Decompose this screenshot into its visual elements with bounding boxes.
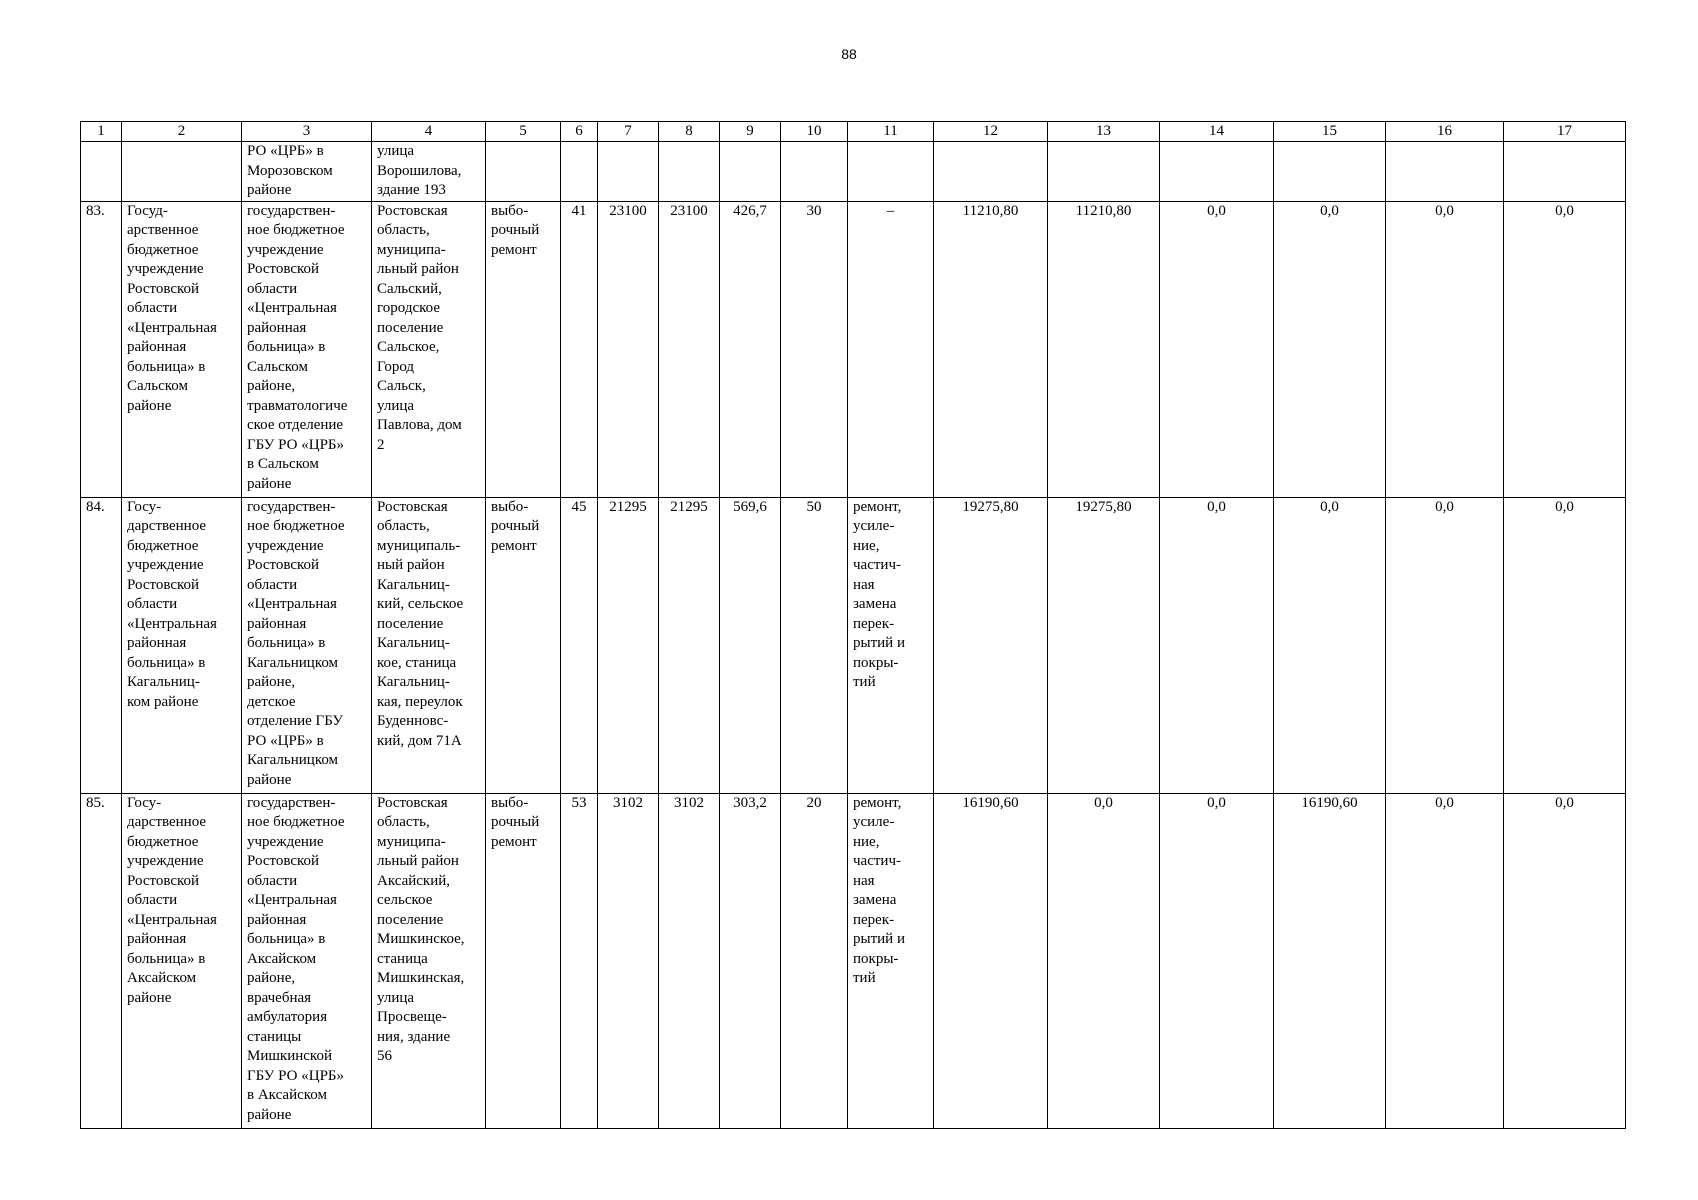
cell-6: 53 [561,793,598,1128]
cell-15: 0,0 [1274,497,1386,793]
cell-unit: государствен- ное бюджетное учреждение Ростовской области «Центральная районная больница» в Аксайском районе, врачебная амбулатория станицы Мишкинской ГБУ РО «ЦРБ» в Аксайском районе [242,793,372,1128]
column-number: 17 [1504,122,1626,142]
cell-14: 0,0 [1160,793,1274,1128]
column-number: 13 [1048,122,1160,142]
cell-address: Ростовская область, муниципа- льный район Аксайский, сельское поселение Мишкинское, станица Мишкинская, улица Просвеще- ния, здание 56 [372,793,486,1128]
cell-9: 303,2 [720,793,781,1128]
cell-10: 30 [781,201,848,497]
facilities-table [80,121,1626,1129]
cell-institution: Госу- дарственное бюджетное учреждение Ростовской области «Центральная районная больница» в Аксайском районе [122,793,242,1128]
cell-8: 3102 [659,793,720,1128]
cell-13 [1048,142,1160,202]
cell-16: 0,0 [1386,497,1504,793]
cell-15: 0,0 [1274,201,1386,497]
column-number: 9 [720,122,781,142]
column-number: 6 [561,122,598,142]
cell-7: 23100 [598,201,659,497]
cell-address: улица Ворошилова, здание 193 [372,142,486,202]
cell-unit: РО «ЦРБ» в Морозовском районе [242,142,372,202]
column-number: 8 [659,122,720,142]
cell-institution: Госу- дарственное бюджетное учреждение Ростовской области «Центральная районная больница» в Кагальниц- ком районе [122,497,242,793]
cell-14 [1160,142,1274,202]
cell-6 [561,142,598,202]
cell-15 [1274,142,1386,202]
column-number-row [81,122,1626,142]
cell-8: 21295 [659,497,720,793]
cell-16: 0,0 [1386,793,1504,1128]
cell-7 [598,142,659,202]
column-number: 5 [486,122,561,142]
cell-12 [934,142,1048,202]
cell-11: – [848,201,934,497]
cell-7: 21295 [598,497,659,793]
cell-13: 0,0 [1048,793,1160,1128]
cell-address: Ростовская область, муниципаль- ный район Кагальниц- кий, сельское поселение Кагальниц- кое, станица Кагальниц- кая, переулок Буденновс- кий, дом 71А [372,497,486,793]
cell-repair-type: выбо- рочный ремонт [486,497,561,793]
cell-13: 19275,80 [1048,497,1160,793]
cell-12: 19275,80 [934,497,1048,793]
cell-13: 11210,80 [1048,201,1160,497]
cell-16 [1386,142,1504,202]
cell-7: 3102 [598,793,659,1128]
cell-8 [659,142,720,202]
column-number: 10 [781,122,848,142]
cell-10 [781,142,848,202]
cell-institution [122,142,242,202]
column-number: 2 [122,122,242,142]
column-number: 3 [242,122,372,142]
table-row [81,497,1626,793]
column-number: 4 [372,122,486,142]
column-number: 7 [598,122,659,142]
cell-14: 0,0 [1160,497,1274,793]
cell-6: 41 [561,201,598,497]
page-number: 88 [841,46,857,62]
cell-no: 84. [81,497,122,793]
column-number: 16 [1386,122,1504,142]
cell-institution: Госуд- арственное бюджетное учреждение Ростовской области «Центральная районная больница» в Сальском районе [122,201,242,497]
cell-14: 0,0 [1160,201,1274,497]
cell-17: 0,0 [1504,201,1626,497]
cell-12: 11210,80 [934,201,1048,497]
column-number: 15 [1274,122,1386,142]
cell-6: 45 [561,497,598,793]
cell-10: 50 [781,497,848,793]
cell-17 [1504,142,1626,202]
cell-no: 85. [81,793,122,1128]
cell-9 [720,142,781,202]
column-number: 1 [81,122,122,142]
cell-11: ремонт, усиле- ние, частич- ная замена перек- рытий и покры- тий [848,793,934,1128]
table-row-continuation [81,142,1626,202]
cell-17: 0,0 [1504,497,1626,793]
column-number: 14 [1160,122,1274,142]
cell-no [81,142,122,202]
cell-repair-type: выбо- рочный ремонт [486,793,561,1128]
cell-address: Ростовская область, муниципа- льный район Сальский, городское поселение Сальское, Город Сальск, улица Павлова, дом 2 [372,201,486,497]
cell-no: 83. [81,201,122,497]
cell-11: ремонт, усиле- ние, частич- ная замена перек- рытий и покры- тий [848,497,934,793]
cell-10: 20 [781,793,848,1128]
table-row [81,793,1626,1128]
cell-16: 0,0 [1386,201,1504,497]
cell-unit: государствен- ное бюджетное учреждение Ростовской области «Центральная районная больница» в Сальском районе, травматологиче ское отделение ГБУ РО «ЦРБ» в Сальском районе [242,201,372,497]
table-row [81,201,1626,497]
cell-9: 569,6 [720,497,781,793]
cell-8: 23100 [659,201,720,497]
cell-15: 16190,60 [1274,793,1386,1128]
cell-12: 16190,60 [934,793,1048,1128]
column-number: 12 [934,122,1048,142]
cell-repair-type: выбо- рочный ремонт [486,201,561,497]
column-number: 11 [848,122,934,142]
cell-repair-type [486,142,561,202]
cell-11 [848,142,934,202]
cell-9: 426,7 [720,201,781,497]
cell-unit: государствен- ное бюджетное учреждение Ростовской области «Центральная районная больница» в Кагальницком районе, детское отделение ГБУ РО «ЦРБ» в Кагальницком районе [242,497,372,793]
cell-17: 0,0 [1504,793,1626,1128]
